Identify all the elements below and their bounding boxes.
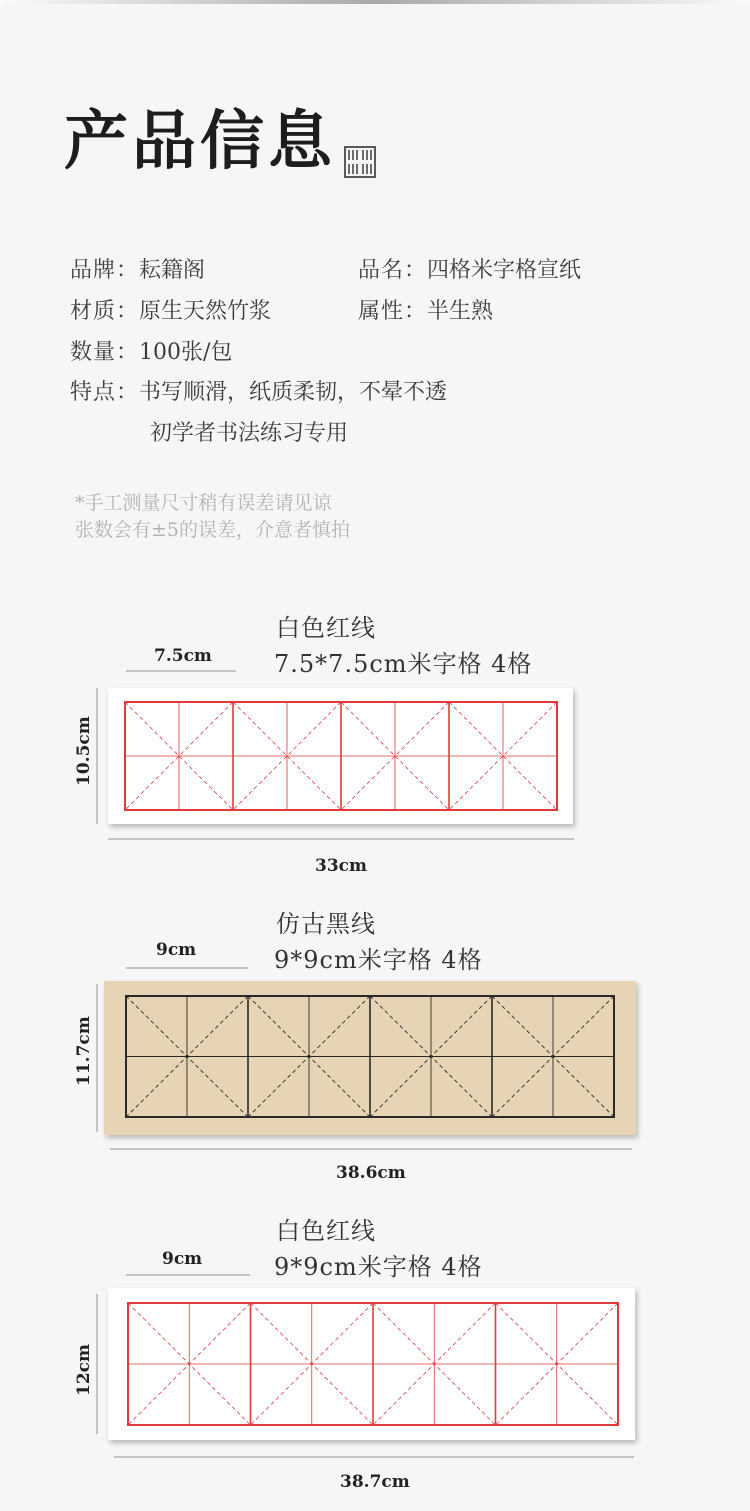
variant-2-grid bbox=[104, 981, 636, 1135]
variant-3-width-dimension-line bbox=[114, 1456, 634, 1458]
page-title: 产品信息 bbox=[64, 104, 336, 179]
material-label: 材质： bbox=[70, 299, 140, 324]
feature-value: 书写顺滑，纸质柔韧，不晕不透 bbox=[139, 380, 448, 405]
variant-3-cell-dimension-line bbox=[126, 1274, 250, 1276]
variant-1-spec: 7.5*7.5cm米字格 4格 bbox=[274, 650, 533, 678]
variant-3-paper bbox=[108, 1288, 635, 1440]
variant-2-height-dimension-line bbox=[96, 984, 98, 1132]
quantity-note: 张数会有±5的误差，介意者慎拍 bbox=[75, 519, 351, 541]
variant-3-title: 白色红线 bbox=[276, 1217, 376, 1245]
variant-3-spec: 9*9cm米字格 4格 bbox=[274, 1253, 483, 1281]
variant-2-cell-size: 9cm bbox=[156, 940, 197, 960]
quantity-value: 100张/包 bbox=[139, 340, 233, 365]
variant-1-paper bbox=[108, 688, 573, 824]
top-divider bbox=[0, 0, 750, 4]
variant-1-width: 33cm bbox=[315, 856, 367, 876]
variant-1-cell-size: 7.5cm bbox=[154, 646, 212, 666]
variant-2-width-dimension-line bbox=[110, 1148, 632, 1150]
property-label: 属性： bbox=[358, 299, 428, 324]
material-row bbox=[70, 297, 271, 327]
variant-1-cell-dimension-line bbox=[126, 670, 236, 672]
variant-1-height: 10.5cm bbox=[74, 716, 94, 786]
variant-2-spec: 9*9cm米字格 4格 bbox=[274, 946, 483, 974]
brand-label: 品牌： bbox=[70, 258, 140, 283]
material-value: 原生天然竹浆 bbox=[139, 299, 272, 324]
feature-value-2: 初学者书法练习专用 bbox=[150, 421, 349, 446]
variant-1-grid bbox=[108, 688, 573, 824]
product-name-label: 品名： bbox=[358, 258, 428, 283]
variant-2-title: 仿古黑线 bbox=[276, 910, 376, 938]
variant-2-height: 11.7cm bbox=[74, 1016, 94, 1086]
variant-1-height-dimension-line bbox=[96, 688, 98, 824]
variant-3-cell-size: 9cm bbox=[162, 1249, 203, 1269]
variant-2-width: 38.6cm bbox=[336, 1163, 406, 1183]
variant-1-width-dimension-line bbox=[108, 838, 574, 840]
measurement-note: *手工测量尺寸稍有误差请见谅 bbox=[75, 492, 332, 514]
quantity-label: 数量： bbox=[70, 340, 140, 365]
brand-row bbox=[70, 256, 205, 286]
variant-3-width: 38.7cm bbox=[340, 1472, 410, 1492]
feature-row-2 bbox=[150, 419, 348, 449]
feature-label: 特点： bbox=[70, 380, 140, 405]
seal-stamp-icon bbox=[344, 146, 376, 178]
variant-2-cell-dimension-line bbox=[126, 967, 248, 969]
variant-3-height: 12cm bbox=[74, 1344, 94, 1396]
property-row bbox=[358, 297, 493, 327]
variant-3-height-dimension-line bbox=[96, 1294, 98, 1434]
variant-3-grid bbox=[108, 1288, 635, 1440]
product-name-row bbox=[358, 256, 581, 286]
quantity-row bbox=[70, 338, 232, 368]
feature-row bbox=[70, 378, 447, 408]
brand-value: 耘籍阁 bbox=[139, 258, 206, 283]
variant-1-title: 白色红线 bbox=[276, 614, 376, 642]
property-value: 半生熟 bbox=[427, 299, 494, 324]
variant-2-paper bbox=[104, 981, 636, 1135]
product-name-value: 四格米字格宣纸 bbox=[427, 258, 582, 283]
